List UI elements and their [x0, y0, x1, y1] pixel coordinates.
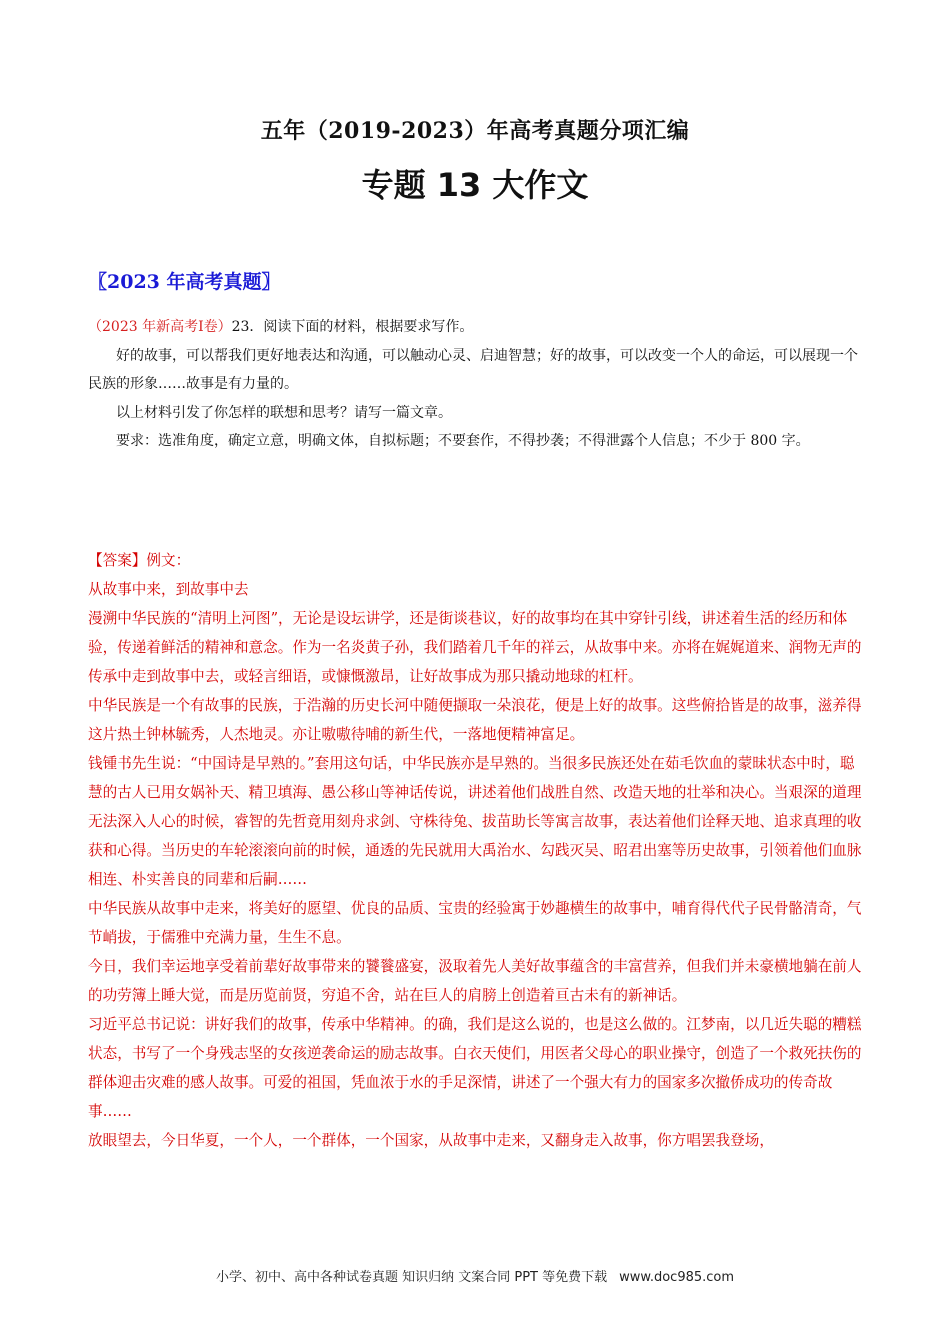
question-prompt: 23．阅读下面的材料，根据要求写作。: [231, 319, 474, 335]
answer-block: [88, 546, 863, 1155]
question-prompt-line: [88, 313, 863, 342]
essay-paragraph: 放眼望去，今日华夏，一个人，一个群体，一个国家，从故事中走来，又翻身走入故事，你方唱罢我登场，: [88, 1132, 774, 1149]
essay-paragraph: 漫溯中华民族的“清明上河图”，无论是设坛讲学，还是街谈巷议，好的故事均在其中穿针引线，讲述着生活的经历和体验，传递着鲜活的精神和意念。作为一名炎黄子孙，我们踏着几千年的祥云，从故事中来。亦将在娓娓道来、润物无声的传承中走到故事中去，或轻言细语，或慷慨激昂，让好故事成为那只撬动地球的杠杆。: [88, 610, 862, 685]
essay-paragraph: 中华民族从故事中走来，将美好的愿望、优良的品质、宝贵的经验寓于妙趣横生的故事中，哺育得代代子民骨骼清奇，气节峭拔，于儒雅中充满力量，生生不息。: [88, 900, 862, 946]
footer-url[interactable]: www.doc985.com: [619, 1270, 735, 1285]
question-material: 好的故事，可以帮我们更好地表达和沟通，可以触动心灵、启迪智慧；好的故事，可以改变一个人的命运，可以展现一个民族的形象……故事是有力量的。: [88, 347, 858, 392]
document-title: 五年（2019-2023）年高考真题分项汇编: [260, 118, 690, 144]
section-heading: 〖2023 年高考真题〗: [88, 271, 281, 293]
essay-paragraph: 钱锺书先生说：“中国诗是早熟的。”套用这句话，中华民族亦是早熟的。当很多民族还处在茹毛饮血的蒙昧状态中时，聪慧的古人已用女娲补天、精卫填海、愚公移山等神话传说，讲述着他们战胜自然、改造天地的壮举和决心。当艰深的道理无法深入人心的时候，睿智的先哲竟用刻舟求剑、守株待兔、拔苗助长等寓言故事，表达着他们诠释天地、追求真理的收获和心得。当历史的车轮滚滚向前的时候，通透的先民就用大禹治水、勾践灭吴、昭君出塞等历史故事，引领着他们血脉相连、朴实善良的同辈和后嗣……: [88, 755, 862, 888]
essay-paragraph: 今日，我们幸运地享受着前辈好故事带来的饕餮盛宴，汲取着先人美好故事蕴含的丰富营养，但我们并未豪横地躺在前人的功劳簿上睡大觉，而是历览前贤，穷追不舍，站在巨人的肩膀上创造着亘古未有的新神话。: [88, 958, 862, 1004]
question-block: [88, 313, 863, 456]
essay-paragraph: 习近平总书记说：讲好我们的故事，传承中华精神。的确，我们是这么说的，也是这么做的。江梦南，以几近失聪的糟糕状态，书写了一个身残志坚的女孩逆袭命运的励志故事。白衣天使们，用医者父母心的职业操守，创造了一个救死扶伤的群体迎击灾难的感人故事。可爱的祖国，凭血浓于水的手足深情，讲述了一个强大有力的国家多次撤侨成功的传奇故事……: [88, 1016, 862, 1120]
footer-text: 小学、初中、高中各种试卷真题 知识归纳 文案合同 PPT 等免费下载: [215, 1270, 608, 1285]
question-task: 以上材料引发了你怎样的联想和思考？请写一篇文章。: [116, 404, 452, 421]
essay-paragraph: 中华民族是一个有故事的民族，于浩瀚的历史长河中随便撷取一朵浪花，便是上好的故事。这些俯拾皆是的故事，滋养得这片热土钟林毓秀，人杰地灵。亦让嗷嗷待哺的新生代，一落地便精神富足。: [88, 697, 862, 743]
essay-title: 从故事中来，到故事中去: [88, 581, 249, 598]
question-requirements: 要求：选准角度，确定立意，明确文体，自拟标题；不要套作，不得抄袭；不得泄露个人信息；不少于 800 字。: [116, 433, 810, 449]
answer-label: 【答案】例文：: [88, 552, 191, 569]
page-footer: [0, 1266, 950, 1285]
question-source: （2023 年新高考Ⅰ卷）: [88, 319, 232, 335]
document-subtitle: 专题 13 大作文: [361, 166, 589, 204]
